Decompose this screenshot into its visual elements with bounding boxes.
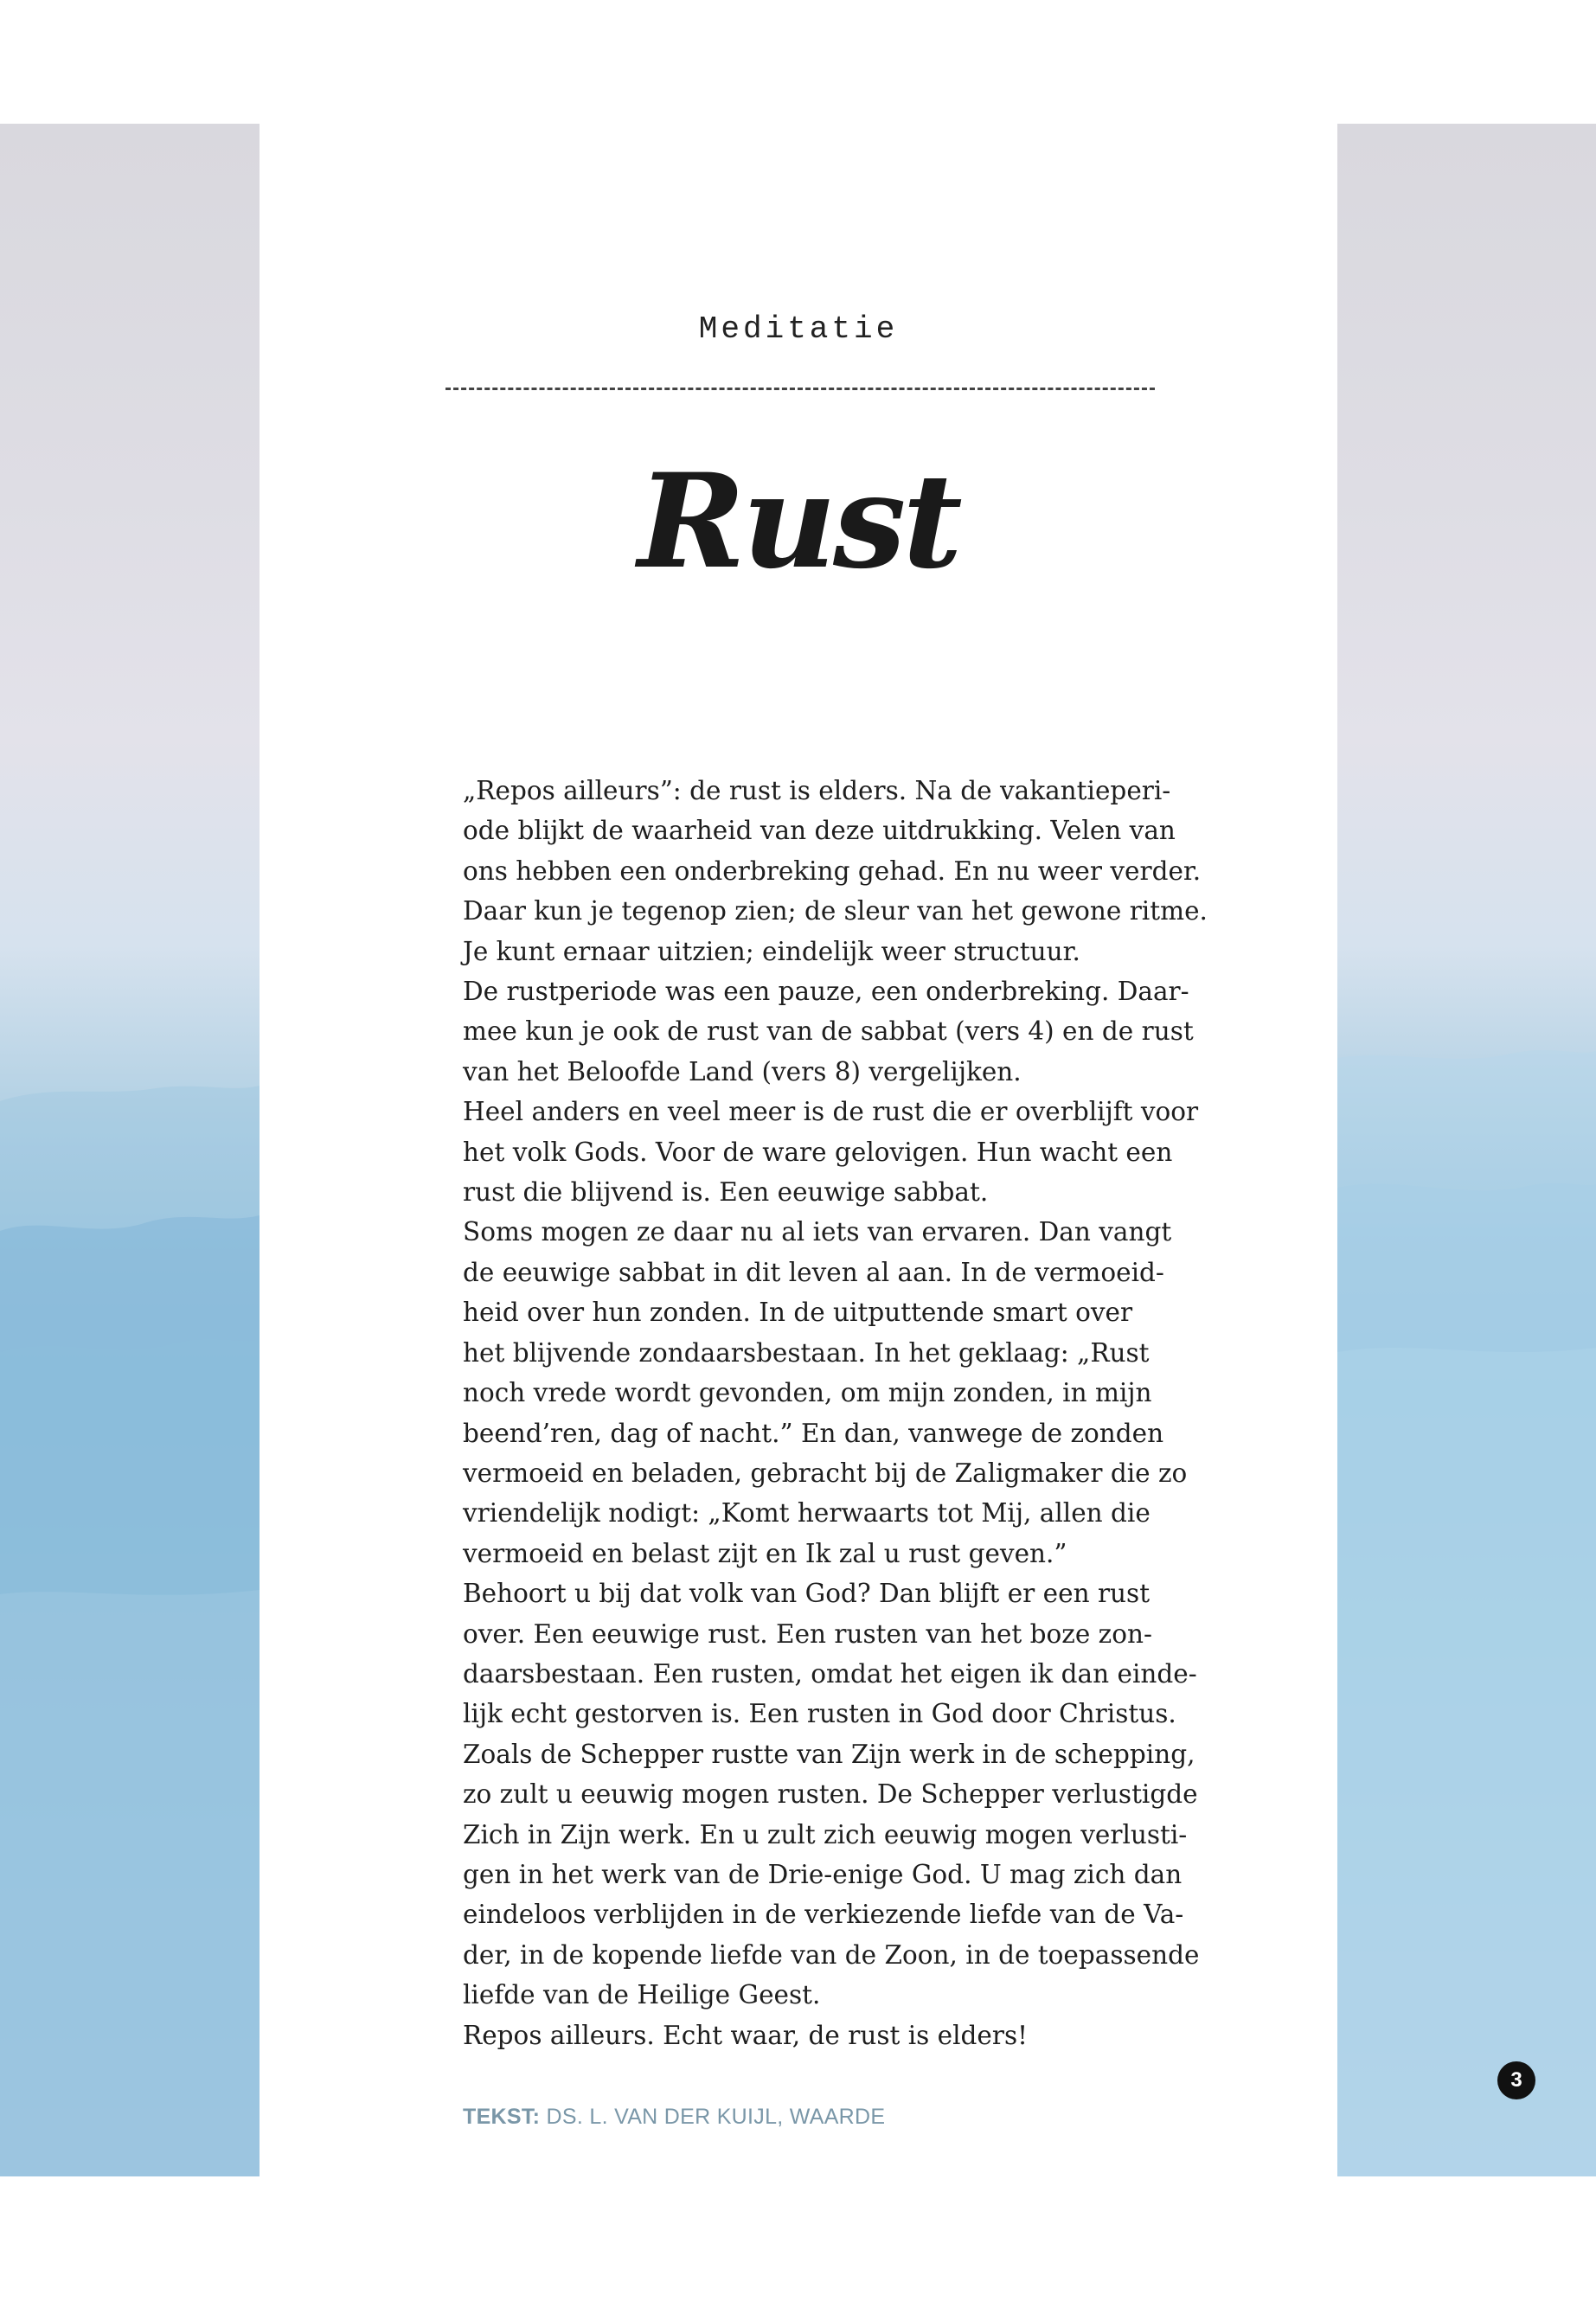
body-line: Behoort u bij dat volk van God? Dan blijft er een rust <box>463 1579 1151 1609</box>
body-line: ons hebben een onderbreking gehad. En nu weer verder. <box>463 856 1202 886</box>
body-line: Je kunt ernaar uitzien; eindelijk weer structuur. <box>463 936 1080 966</box>
body-line: vriendelijk nodigt: „Komt herwaarts tot Mij, allen die <box>463 1498 1151 1529</box>
body-line: gen in het werk van de Drie-enige God. U mag zich dan <box>463 1859 1183 1889</box>
body-line: noch vrede wordt gevonden, om mijn zonden, in mijn <box>463 1378 1152 1408</box>
left-decorative-panel <box>0 124 260 2176</box>
body-line: van het Beloofde Land (vers 8) vergelijken. <box>463 1056 1022 1086</box>
body-line: rust die blijvend is. Een eeuwige sabbat. <box>463 1177 989 1208</box>
body-line: zo zult u eeuwig mogen rusten. De Schepper verlustigde <box>463 1779 1198 1810</box>
body-line: vermoeid en beladen, gebracht bij de Zaligmaker die zo <box>463 1458 1188 1488</box>
body-line: „Repos ailleurs”: de rust is elders. Na de vakantieperi- <box>463 776 1171 805</box>
credit-label: TEKST: <box>463 2105 541 2129</box>
body-line: het volk Gods. Voor de ware gelovigen. Hun wacht een <box>463 1137 1173 1167</box>
page-number-badge: 3 <box>1497 2061 1535 2099</box>
article-body <box>463 771 1208 2055</box>
body-line: heid over hun zonden. In de uitputtende smart over <box>463 1298 1133 1328</box>
body-line: Zich in Zijn werk. En u zult zich eeuwig mogen verlusti- <box>463 1819 1188 1849</box>
body-line: daarsbestaan. Een rusten, omdat het eigen ik dan einde- <box>463 1658 1197 1689</box>
body-line: Zoals de Schepper rustte van Zijn werk in de schepping, <box>463 1739 1195 1769</box>
body-line: vermoeid en belast zijt en Ik zal u rust geven.” <box>463 1538 1067 1568</box>
body-line: de eeuwige sabbat in dit leven al aan. In de vermoeid- <box>463 1257 1164 1287</box>
body-line: over. Een eeuwige rust. Een rusten van het boze zon- <box>463 1618 1152 1649</box>
article-column <box>260 124 1337 2176</box>
mountain-mist-right <box>1337 124 1596 2176</box>
body-line: beend’ren, dag of nacht.” En dan, vanwege de zonden <box>463 1418 1164 1448</box>
body-line: Repos ailleurs. Echt waar, de rust is elders! <box>463 2020 1028 2050</box>
body-line: Soms mogen ze daar nu al iets van ervaren. Dan vangt <box>463 1217 1172 1247</box>
mountain-mist-left <box>0 124 260 2176</box>
article-title: Rust <box>638 445 959 598</box>
body-line: Heel anders en veel meer is de rust die er overblijft voor <box>463 1097 1199 1127</box>
section-label: Meditatie <box>698 311 899 347</box>
body-line: De rustperiode was een pauze, een onderbreking. Daar- <box>463 977 1189 1007</box>
body-line: eindeloos verblijden in de verkiezende liefde van de Va- <box>463 1900 1184 1930</box>
author-credit <box>463 2105 885 2130</box>
body-line: mee kun je ook de rust van de sabbat (vers 4) en de rust <box>463 1016 1194 1047</box>
body-line: ode blijkt de waarheid van deze uitdrukking. Velen van <box>463 816 1176 846</box>
body-line: der, in de kopende liefde van de Zoon, in de toepassende <box>463 1939 1200 1970</box>
dashed-divider <box>445 388 1155 390</box>
body-line: Daar kun je tegenop zien; de sleur van het gewone ritme. <box>463 896 1208 926</box>
body-line: liefde van de Heilige Geest. <box>463 1980 821 2010</box>
body-line: lijk echt gestorven is. Een rusten in God door Christus. <box>463 1699 1176 1729</box>
body-line: het blijvende zondaarsbestaan. In het geklaag: „Rust <box>463 1337 1150 1368</box>
credit-author: DS. L. VAN DER KUIJL, WAARDE <box>540 2105 886 2129</box>
right-decorative-panel <box>1337 124 1596 2176</box>
